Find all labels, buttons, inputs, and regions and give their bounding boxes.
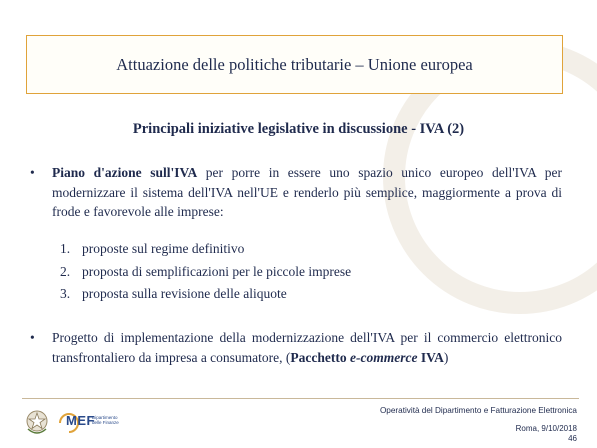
- footer-department: Operatività del Dipartimento e Fatturazione Elettronica: [379, 406, 577, 415]
- list-item: [60, 238, 351, 261]
- bullet-text: [52, 328, 562, 367]
- list-number: 1.: [60, 241, 71, 256]
- republic-emblem-icon: [24, 407, 50, 437]
- list-number: 3.: [60, 286, 71, 301]
- bullet-bold-italic: e-commerce: [350, 349, 418, 365]
- bullet-close: ): [443, 349, 449, 365]
- bullet-bold-b: IVA: [417, 349, 444, 365]
- list-text: proposta sulla revisione delle aliquote: [82, 286, 287, 301]
- footer-date: Roma, 9/10/2018: [515, 424, 577, 433]
- page-title: Attuazione delle politiche tributarie – Unione europea: [116, 54, 473, 74]
- bullet-bold-a: Pacchetto: [290, 349, 351, 365]
- list-text: proposte sul regime definitivo: [82, 241, 245, 256]
- bullet-text: [52, 163, 562, 222]
- list-item: [60, 283, 351, 306]
- list-text: proposta di semplificazioni per le piccole imprese: [82, 263, 352, 279]
- bullet-body: per porre in essere uno spazio unico europeo dell'IVA per modernizzare il sistema dell'IVA nell'UE e renderlo più semplice, maggiormente a prova di frode e favorevole alle imprese:: [52, 165, 562, 219]
- slide-subtitle: Principali iniziative legislative in discussione - IVA (2): [132, 121, 465, 137]
- bullet-item: [30, 328, 562, 367]
- numbered-list: [60, 238, 351, 306]
- mef-logo-subtext: Dipartimento delle Finanze: [92, 415, 119, 425]
- list-item: [60, 261, 351, 284]
- bullet-body: Progetto di implementazione della modernizzazione dell'IVA per il commercio elettronico transfrontaliero da impresa a consumatore, (: [52, 330, 562, 365]
- bullet-item: [30, 163, 562, 222]
- bullet-marker: •: [30, 330, 35, 345]
- title-box: [26, 35, 563, 94]
- page-number: 46: [568, 434, 577, 443]
- list-number: 2.: [60, 263, 71, 279]
- bullet-bold-lead: Piano d'azione sull'IVA: [52, 165, 198, 180]
- bullet-marker: •: [30, 165, 35, 180]
- footer-divider: [22, 398, 579, 399]
- mef-logo-text: MEF: [66, 413, 95, 428]
